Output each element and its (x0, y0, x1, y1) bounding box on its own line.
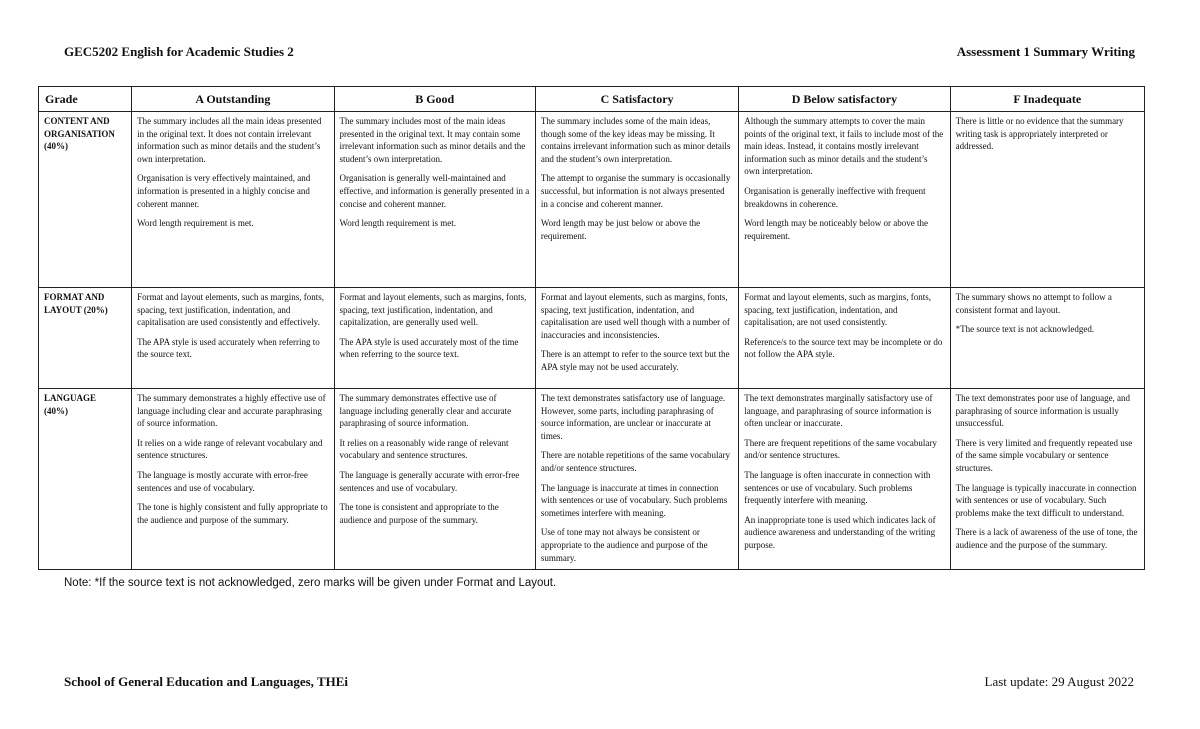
descriptor-text: Use of tone may not always be consistent or appropriate to the audience and purpose of the summary. (540, 527, 708, 563)
category-weight: (40%) (44, 141, 68, 152)
descriptor-cell-d (739, 112, 950, 288)
descriptor-text: The text demonstrates marginally satisfactory use of language, and paraphrasing of source information is often unclear or inaccurate. (744, 393, 933, 429)
descriptor-text: Format and layout elements, such as margins, fonts, spacing, text justification, indentation, and capitalisation are used well though with a number of inaccuracies and inconsistencies. (540, 292, 730, 340)
category-cell (39, 112, 132, 288)
descriptor-text: Format and layout elements, such as margins, fonts, spacing, text justification, indentation, and capitalization, are generally used well. (339, 292, 527, 328)
descriptor-cell-f (950, 389, 1144, 570)
descriptor-text: The language is typically inaccurate in connection with sentences or use of vocabulary. Such problems make the text difficult to understand. (955, 482, 1137, 518)
descriptor-text: Word length requirement is met. (137, 218, 254, 229)
descriptor-text: The summary includes all the main ideas presented in the original text. It does not contain irrelevant information such as minor details and the student’s own interpretation. (137, 116, 322, 164)
descriptor-text: It relies on a wide range of relevant vocabulary and sentence structures. (137, 437, 323, 461)
category-label: FORMAT AND (44, 292, 105, 302)
descriptor-text: Format and layout elements, such as margins, fonts, spacing, text justification, indentation, and capitalisation are used consistently and effectively. (137, 292, 324, 328)
table-row-language (39, 389, 1145, 570)
table-row-format-layout (39, 288, 1145, 389)
descriptor-text: The summary shows no attempt to follow a consistent format and layout. (955, 292, 1112, 315)
descriptor-text: Organisation is generally ineffective with frequent breakdowns in coherence. (744, 185, 926, 209)
descriptor-text: The attempt to organise the summary is occasionally successful, but information is not always presented in a concise and coherent manner. (540, 173, 731, 209)
assessment-title: Assessment 1 Summary Writing (956, 44, 1135, 59)
descriptor-text: It relies on a reasonably wide range of relevant vocabulary and sentence structures. (339, 437, 509, 461)
course-title: GEC5202 English for Academic Studies 2 (64, 44, 294, 59)
descriptor-text: Word length requirement is met. (339, 218, 457, 229)
descriptor-cell-f (950, 288, 1144, 389)
category-label: LANGUAGE (44, 393, 97, 403)
descriptor-text: There are frequent repetitions of the same vocabulary and/or sentence structures. (744, 437, 937, 461)
descriptor-text: The APA style is used accurately most of the time when referring to the source text. (339, 336, 519, 360)
descriptor-text: The language is often inaccurate in connection with sentences or use of vocabulary. Such problems frequently interfere with meaning. (744, 469, 931, 506)
descriptor-text: Word length may be just below or above the requirement. (540, 218, 701, 241)
descriptor-text: There is a lack of awareness of the use of tone, the audience and the purpose of the summary. (955, 527, 1138, 550)
rubric-table (38, 86, 1145, 570)
footer-school: School of General Education and Languages, THEi (64, 674, 349, 689)
category-label: LAYOUT (20%) (44, 304, 108, 315)
category-cell (39, 389, 132, 570)
descriptor-text: There is very limited and frequently repeated use of the same simple vocabulary or sentence structures. (955, 437, 1133, 473)
descriptor-text: The summary includes most of the main ideas presented in the original text. It may contain some irrelevant information such as minor details and the student’s own interpretation. (339, 116, 526, 164)
column-header-a: A Outstanding (132, 87, 334, 112)
descriptor-text: Format and layout elements, such as margins, fonts, spacing, text justification, indentation, and capitalisation, are not used consistently. (744, 292, 932, 328)
descriptor-text: There is an attempt to refer to the source text but the APA style may not be used accurately. (540, 349, 730, 372)
descriptor-text: The language is inaccurate at times in connection with sentences or use of vocabulary. Such problems sometimes interfere with meaning. (540, 482, 728, 518)
descriptor-text: An inappropriate tone is used which indicates lack of audience awareness and understanding of the writing purpose. (744, 514, 936, 550)
descriptor-cell-c (535, 288, 738, 389)
descriptor-text: The summary demonstrates a highly effective use of language including clear and accurate paraphrasing of source information. (137, 393, 326, 429)
header-row (39, 87, 1145, 112)
descriptor-cell-b (334, 112, 535, 288)
descriptor-cell-b (334, 288, 535, 389)
descriptor-text: The text demonstrates poor use of language, and paraphrasing of source information is usually unsuccessful. (955, 393, 1131, 429)
table-row-content-organisation (39, 112, 1145, 288)
descriptor-text: Although the summary attempts to cover the main points of the original text, it fails to include most of the main ideas. Instead, it contains mostly irrelevant information such as minor details and the student’s own interpretation. (744, 116, 944, 177)
column-header-f: F Inadequate (950, 87, 1144, 112)
category-label: ORGANISATION (44, 128, 115, 139)
descriptor-text: The summary demonstrates effective use of language including generally clear and accurate paraphrasing of source information. (339, 393, 512, 429)
descriptor-cell-b (334, 389, 535, 570)
descriptor-text: The text demonstrates satisfactory use of language. However, some parts, including paraphrasing of source information, are unclear or inaccurate at times. (540, 393, 726, 441)
descriptor-text: The APA style is used accurately when referring to the source text. (137, 336, 320, 360)
descriptor-cell-a (132, 389, 334, 570)
column-header-c: C Satisfactory (535, 87, 738, 112)
descriptor-cell-d (739, 288, 950, 389)
descriptor-cell-d (739, 389, 950, 570)
descriptor-cell-c (535, 112, 738, 288)
footnote: Note: *If the source text is not acknowledged, zero marks will be given under Format and Layout. (64, 577, 557, 589)
descriptor-text: The summary includes some of the main ideas, though some of the key ideas may be missing. It contains irrelevant information such as minor details and the student’s own interpretation. (540, 116, 731, 164)
descriptor-text: Word length may be noticeably below or above the requirement. (744, 218, 928, 241)
descriptor-text: Organisation is generally well-maintained and effective, and information is generally presented in a concise and coherent manner. (339, 173, 530, 209)
descriptor-cell-f (950, 112, 1144, 288)
column-header-d: D Below satisfactory (739, 87, 950, 112)
descriptor-text: The language is generally accurate with error-free sentences and use of vocabulary. (339, 469, 520, 493)
descriptor-cell-a (132, 112, 334, 288)
descriptor-text: There are notable repetitions of the same vocabulary and/or sentence structures. (540, 450, 731, 473)
descriptor-cell-a (132, 288, 334, 389)
category-label: CONTENT AND (44, 116, 110, 126)
descriptor-text: The tone is highly consistent and fully appropriate to the audience and purpose of the summary. (137, 502, 328, 525)
column-header-b: B Good (334, 87, 535, 112)
column-header-grade: Grade (39, 87, 132, 112)
category-cell (39, 288, 132, 389)
descriptor-text: Reference/s to the source text may be incomplete or do not follow the APA style. (744, 336, 943, 360)
descriptor-text: The language is mostly accurate with error-free sentences and use of vocabulary. (137, 469, 308, 493)
category-weight: (40%) (44, 405, 68, 416)
descriptor-text: Organisation is very effectively maintained, and information is presented in a highly concise and coherent manner. (137, 173, 311, 209)
descriptor-text: The tone is consistent and appropriate to the audience and purpose of the summary. (339, 502, 499, 525)
descriptor-text: There is little or no evidence that the summary writing task is appropriately interpreted or addressed. (955, 116, 1124, 152)
descriptor-text: *The source text is not acknowledged. (955, 324, 1095, 335)
descriptor-cell-c (535, 389, 738, 570)
footer-last-update: Last update: 29 August 2022 (984, 674, 1134, 689)
